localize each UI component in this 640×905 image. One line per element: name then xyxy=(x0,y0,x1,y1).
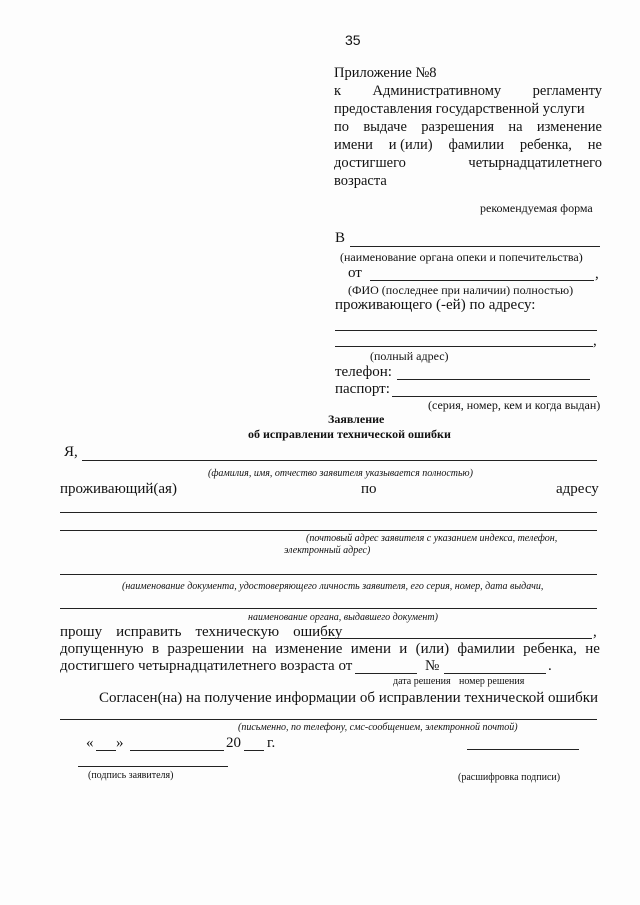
permission-line xyxy=(60,641,600,658)
signature-hint: (подпись заявителя) xyxy=(88,770,174,781)
identity-doc-hint-1: (наименование документа, удостоверяющего личность заявителя, его серия, номер, дата выдачи, xyxy=(122,581,544,592)
request-word: исправить xyxy=(116,624,182,640)
quote-open: « xyxy=(86,735,94,751)
quote-close: » xyxy=(116,735,124,751)
postal-address-field-2[interactable] xyxy=(60,530,597,531)
applicant-name-hint: (фамилия, имя, отчество заявителя указывается полностью) xyxy=(208,468,473,479)
postal-hint-2: электронный адрес) xyxy=(284,545,371,556)
decision-number-hint: номер решения xyxy=(459,676,525,687)
i-label: Я, xyxy=(64,444,78,460)
address-field-2[interactable] xyxy=(335,346,593,347)
consent-text: Согласен(на) на получение информации об исправлении технической ошибки xyxy=(99,690,599,706)
permission-word: фамилии xyxy=(457,641,515,657)
permission-word: и xyxy=(399,641,408,657)
decision-date-hint: дата решения xyxy=(393,676,451,687)
appendix-title: Приложение №8 xyxy=(334,65,437,81)
permission-word: допущенную xyxy=(60,641,144,657)
recommended-form-label: рекомендуемая форма xyxy=(480,201,593,215)
signature-field[interactable] xyxy=(78,766,228,767)
contact-method-field[interactable] xyxy=(60,719,597,720)
passport-hint: (серия, номер, кем и когда выдан) xyxy=(428,398,601,412)
permission-word: в xyxy=(151,641,160,657)
from-label: от xyxy=(348,265,362,281)
permission-word: (или) xyxy=(415,641,450,657)
appendix-word: достигшего xyxy=(334,155,406,171)
appendix-line-2: предоставления государственной услуги xyxy=(334,101,585,117)
permission-word: имени xyxy=(350,641,391,657)
appendix-line-5 xyxy=(334,154,602,172)
organ-name-hint: (наименование органа опеки и попечительства) xyxy=(340,250,583,264)
identity-doc-field-2[interactable] xyxy=(60,608,597,609)
appendix-word: и (или) xyxy=(388,137,433,153)
postal-address-field-1[interactable] xyxy=(60,512,597,513)
appendix-word: фамилии xyxy=(448,137,505,153)
applicant-name-field[interactable] xyxy=(82,460,597,461)
appendix-line-4 xyxy=(334,136,602,154)
appendix-word: на xyxy=(508,119,523,135)
signature-decode-field[interactable] xyxy=(467,749,579,750)
appendix-word: Административному xyxy=(372,83,502,99)
address-label: адресу xyxy=(556,481,599,497)
comma: , xyxy=(593,624,597,640)
request-word: техническую xyxy=(195,624,280,640)
comma: , xyxy=(595,266,599,282)
appendix-word: имени xyxy=(334,137,373,153)
request-word: ошибку xyxy=(293,624,343,640)
permission-word: на xyxy=(252,641,267,657)
passport-field[interactable] xyxy=(392,396,597,397)
passport-label: паспорт: xyxy=(335,381,390,397)
identity-doc-hint-2: наименование органа, выдавшего документ) xyxy=(248,612,438,623)
appendix-word: четырнадцатилетнего xyxy=(468,155,602,171)
permission-word: ребенка, xyxy=(523,641,577,657)
day-field[interactable] xyxy=(96,750,116,751)
applicant-fio-field[interactable] xyxy=(370,280,594,281)
permission-word: разрешении xyxy=(167,641,244,657)
heading-subtitle: об исправлении технической ошибки xyxy=(248,427,451,441)
contact-method-hint: (письменно, по телефону, смс-сообщением, электронной почтой) xyxy=(238,722,518,733)
residing-label: проживающего (-ей) по адресу: xyxy=(335,297,536,313)
heading-title: Заявление xyxy=(328,412,385,426)
fio-hint: (ФИО (последнее при наличии) полностью) xyxy=(348,283,574,297)
identity-doc-field-1[interactable] xyxy=(60,574,597,575)
appendix-word: разрешения xyxy=(421,119,495,135)
appendix-word: выдаче xyxy=(363,119,407,135)
comma: , xyxy=(593,333,597,349)
appendix-line-6: возраста xyxy=(334,173,387,189)
year-suffix: г. xyxy=(267,735,276,751)
organ-name-field[interactable] xyxy=(350,246,600,247)
appendix-word: ребенка, xyxy=(519,137,572,153)
decision-number-field[interactable] xyxy=(444,673,546,674)
number-sign: № xyxy=(425,658,440,674)
to-label: В xyxy=(335,230,346,246)
appendix-line-3 xyxy=(334,118,602,136)
appendix-word: к xyxy=(334,83,342,99)
permission-word: не xyxy=(585,641,600,657)
page-number: 35 xyxy=(345,32,361,48)
signature-decode-hint: (расшифровка подписи) xyxy=(458,772,561,783)
decision-date-field[interactable] xyxy=(355,673,417,674)
address-field-1[interactable] xyxy=(335,330,597,331)
postal-hint-1: (почтовый адрес заявителя с указанием индекса, телефон, xyxy=(306,533,558,544)
request-word: прошу xyxy=(60,624,103,640)
appendix-word: по xyxy=(334,119,350,135)
appendix-word: регламенту xyxy=(532,83,602,99)
error-description-field[interactable] xyxy=(321,638,592,639)
appendix-word: изменение xyxy=(536,119,602,135)
address-hint: (полный адрес) xyxy=(370,349,449,363)
phone-label: телефон: xyxy=(335,364,392,380)
year-prefix: 20 xyxy=(226,735,241,751)
period: . xyxy=(548,658,552,674)
age-line: достигшего четырнадцатилетнего возраста от xyxy=(60,658,353,674)
permission-word: изменение xyxy=(275,641,343,657)
phone-field[interactable] xyxy=(397,379,590,380)
po-label: по xyxy=(361,481,377,497)
month-field[interactable] xyxy=(130,750,224,751)
year-field[interactable] xyxy=(244,750,264,751)
appendix-block xyxy=(334,64,602,190)
appendix-line-1 xyxy=(334,82,602,100)
appendix-word: не xyxy=(587,137,602,153)
residing-label-body: проживающий(ая) xyxy=(60,481,177,497)
